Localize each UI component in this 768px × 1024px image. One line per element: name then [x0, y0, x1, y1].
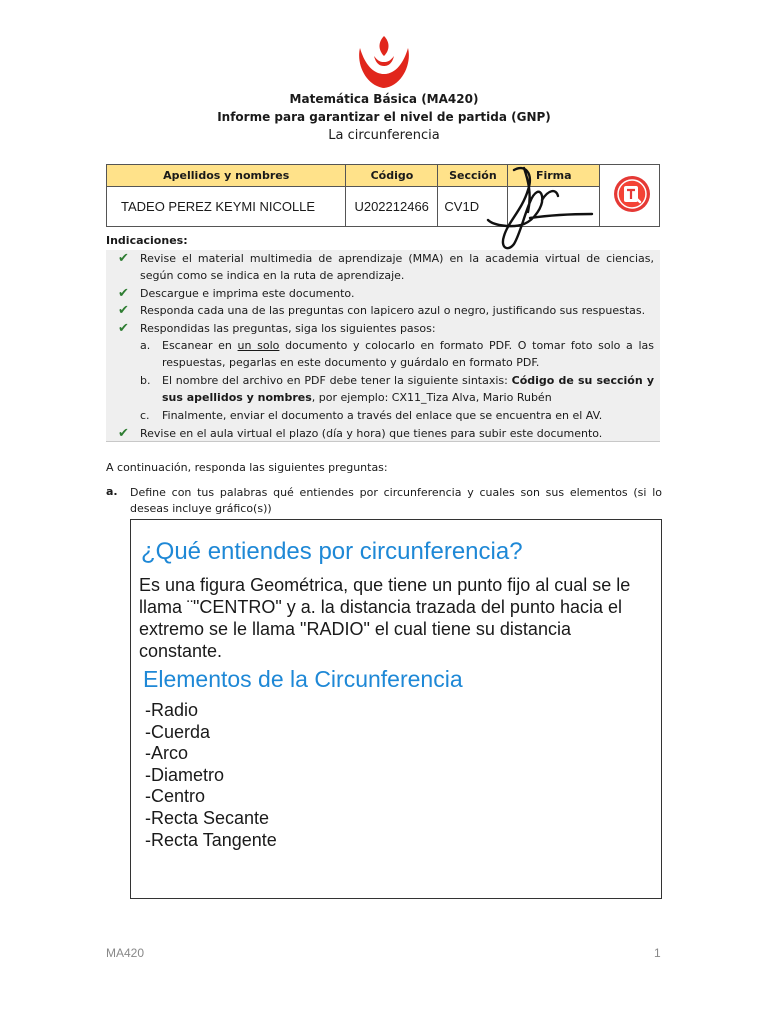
page-number: 1	[654, 946, 661, 960]
question-label: a.	[106, 485, 118, 498]
student-code: U202212466	[346, 187, 438, 227]
student-section: CV1D	[438, 187, 508, 227]
pdf-app-icon	[613, 175, 651, 213]
answer-subtitle: Elementos de la Circunferencia	[143, 666, 463, 692]
list-item: -Cuerda	[145, 721, 211, 742]
checkmark-icon: ✔	[118, 303, 129, 318]
checkmark-icon: ✔	[118, 286, 129, 301]
list-item: -Radio	[145, 700, 199, 720]
header-section: Sección	[438, 165, 508, 187]
checkmark-icon: ✔	[118, 321, 129, 336]
upc-logo	[354, 34, 414, 90]
indications-title: Indicaciones:	[106, 234, 188, 247]
answer-box	[130, 519, 662, 899]
report-title: Informe para garantizar el nivel de partida (GNP)	[217, 110, 551, 124]
answer-title: ¿Qué entiendes por circunferencia?	[141, 538, 523, 565]
indications-box: ✔ Revise el material multimedia de aprendizaje (MMA) en la academia virtual de ciencias, según como se indica en la ruta de aprendizaje. ✔ Descargue e imprima este documento. ✔ Responda cada una de las preguntas con lapicero azul o negro, justificando sus respuestas. ✔ Respondidas las preguntas, siga los siguientes pasos: a. Escanear en un solo documento y colocarlo en formato PDF. O tomar foto solo a las respuestas, pegarlas en este documento y guárdalo en formato PDF. b. El nombre del archivo en PDF debe tener la siguiente sintaxis: Código de su sección y sus apellidos y nombres, por ejemplo: CX11_Tiza Alva, Mario Rubén c. Finalmente, enviar el documento a través del enlace que se encuentra en el AV. ✔ Revise en el aula virtual el plazo (día y hora) que tienes para subir este documento.	[106, 250, 660, 442]
question-text: Define con tus palabras qué entiendes por circunferencia y cuales son sus elementos (si lo deseas incluye gráfico(s))	[130, 486, 662, 515]
checkmark-icon: ✔	[118, 426, 129, 441]
elements-list	[145, 700, 277, 851]
header-signature: Firma	[508, 165, 600, 187]
questions-intro: A continuación, responda las siguientes preguntas:	[106, 461, 388, 474]
topic-title: La circunferencia	[328, 128, 440, 143]
student-name: TADEO PEREZ KEYMI NICOLLE	[107, 187, 346, 227]
signature-scribble	[484, 160, 596, 256]
header-name: Apellidos y nombres	[107, 165, 346, 187]
course-title: Matemática Básica (MA420)	[289, 92, 479, 106]
checkmark-icon: ✔	[118, 251, 129, 266]
header-code: Código	[346, 165, 438, 187]
list-item: -Arco	[145, 743, 189, 764]
list-item: -Recta Tangente	[145, 829, 277, 850]
footer-course: MA420	[106, 946, 145, 960]
list-item: -Centro	[145, 786, 206, 807]
list-item: -Diametro	[145, 764, 225, 785]
answer-body: Es una figura Geométrica, que tiene un punto fijo al cual se le llama ¨"CENTRO" y a. la distancia trazada del punto hacia el extremo se le llama "RADIO" el cual tiene su distancia constante.	[139, 575, 631, 661]
list-item: -Recta Secante	[145, 807, 270, 828]
